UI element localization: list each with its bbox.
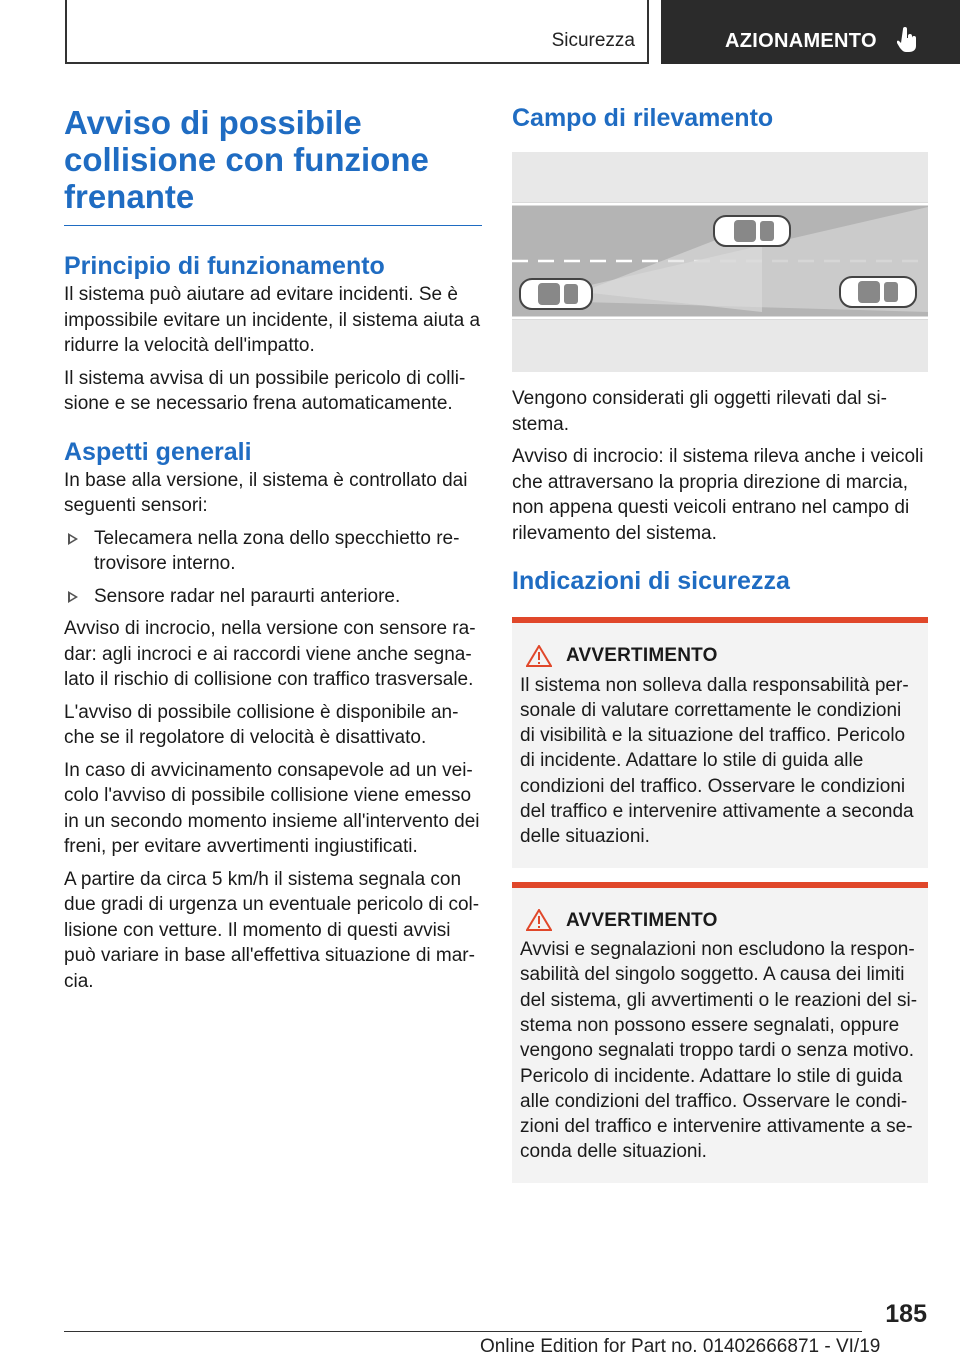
list-item-text: Sensore radar nel paraurti anteriore.: [94, 585, 401, 607]
paragraph: A partire da circa 5 km/h il sistema segnala con due gradi di urgenza un eventuale pericolo di collisione con vetture. Il momento di questi avvisi può variare in base all'effettiva situazione di marcia.: [64, 868, 480, 992]
footer-edition: Online Edition for Part no. 01402666871 - VI/19: [480, 1336, 881, 1357]
warning-box: [512, 882, 928, 1183]
heading-sicurezza: Indicazioni di sicurezza: [512, 567, 790, 595]
paragraph: L'avviso di possibile collisione è disponibile anche se il regolatore di velocità è disattivato.: [64, 701, 459, 748]
vehicle-ahead-icon: [714, 216, 790, 246]
page-number: 185: [885, 1300, 927, 1328]
heading-campo: Campo di rilevamento: [512, 104, 774, 132]
detection-range-illustration: [512, 152, 928, 372]
right-column: [512, 100, 928, 1183]
warning-header: [520, 908, 920, 934]
header-chapter-label: AZIONAMENTO: [725, 30, 877, 52]
header-section-label: Sicurezza: [551, 30, 635, 51]
vehicle-same-lane-icon: [840, 277, 916, 307]
paragraph: In base alla versione, il sistema è controllato dai seguenti sensori:: [64, 469, 468, 516]
warning-text: Il sistema non solleva dalla responsabilità personale di valutare correttamente le condizioni di visibilità e la situazione del traffico. Pericolo di incidente. Adattare lo stile di guida alle condizioni del traffico. Osservare le condizioni del traffico e intervenire attivamente a seconda delle situazioni.: [520, 674, 914, 848]
road-diagram: [512, 152, 928, 372]
bullet-triangle-icon: [68, 533, 78, 545]
paragraph: Avviso di incrocio: il sistema rileva anche i veicoli che attraversano la propria direzione di marcia, non appena questi veicoli entrano nel campo di rilevamento del sistema.: [512, 446, 924, 544]
heading-principio: Principio di funzionamento: [64, 252, 385, 280]
warning-title: AVVERTIMENTO: [566, 909, 718, 931]
hand-pointer-icon: [897, 27, 919, 53]
ego-car-icon: [520, 279, 592, 309]
paragraph: Il sistema può aiutare ad evitare incidenti. Se è impossibile evitare un incidente, il sistema aiuta a ridurre la velocità dell'impatto.: [64, 284, 481, 356]
left-column: [64, 100, 482, 994]
header-chapter-tab: [661, 0, 960, 64]
page-title: Avviso di possibile collisione con funzione frenante: [64, 100, 482, 226]
warning-box: [512, 617, 928, 868]
paragraph: In caso di avvicinamento consapevole ad un veicolo l'avviso di possibile collisione viene emesso in un secondo momento insieme all'intervento dei freni, per evitare avvertimenti ingiustificati.: [64, 759, 480, 857]
list-item: [64, 526, 482, 577]
paragraph: Vengono considerati gli oggetti rilevati dal sistema.: [512, 388, 887, 435]
footer-divider: [64, 1331, 862, 1332]
warning-header: [520, 643, 920, 669]
warning-text: Avvisi e segnalazioni non escludono la responsabilità del singolo soggetto. A causa dei limiti del sistema, gli avvertimenti o le reazioni del sistema non possono essere segnalati, oppure vengono segnalati troppo tardi o senza motivo. Pericolo di incidente. Adattare lo stile di guida alle condizioni del traffico. Osservare le condizioni del traffico e intervenire attivamente a seconda delle situazioni.: [520, 939, 918, 1163]
paragraph: Il sistema avvisa di un possibile pericolo di collisione e se necessario frena automaticamente.: [64, 367, 466, 414]
warning-triangle-icon: [526, 645, 552, 667]
list-item-text: Telecamera nella zona dello specchietto retrovisore interno.: [94, 527, 460, 574]
bullet-triangle-icon: [68, 591, 78, 603]
list-item: [64, 584, 482, 610]
heading-aspetti: Aspetti generali: [64, 437, 252, 466]
header-section-box: [65, 0, 649, 64]
paragraph: Avviso di incrocio, nella versione con sensore radar: agli incroci e ai raccordi viene anche segnalato il rischio di collisione con traffico trasversale.: [64, 618, 476, 690]
warning-triangle-icon: [526, 909, 552, 931]
warning-title: AVVERTIMENTO: [566, 645, 718, 666]
